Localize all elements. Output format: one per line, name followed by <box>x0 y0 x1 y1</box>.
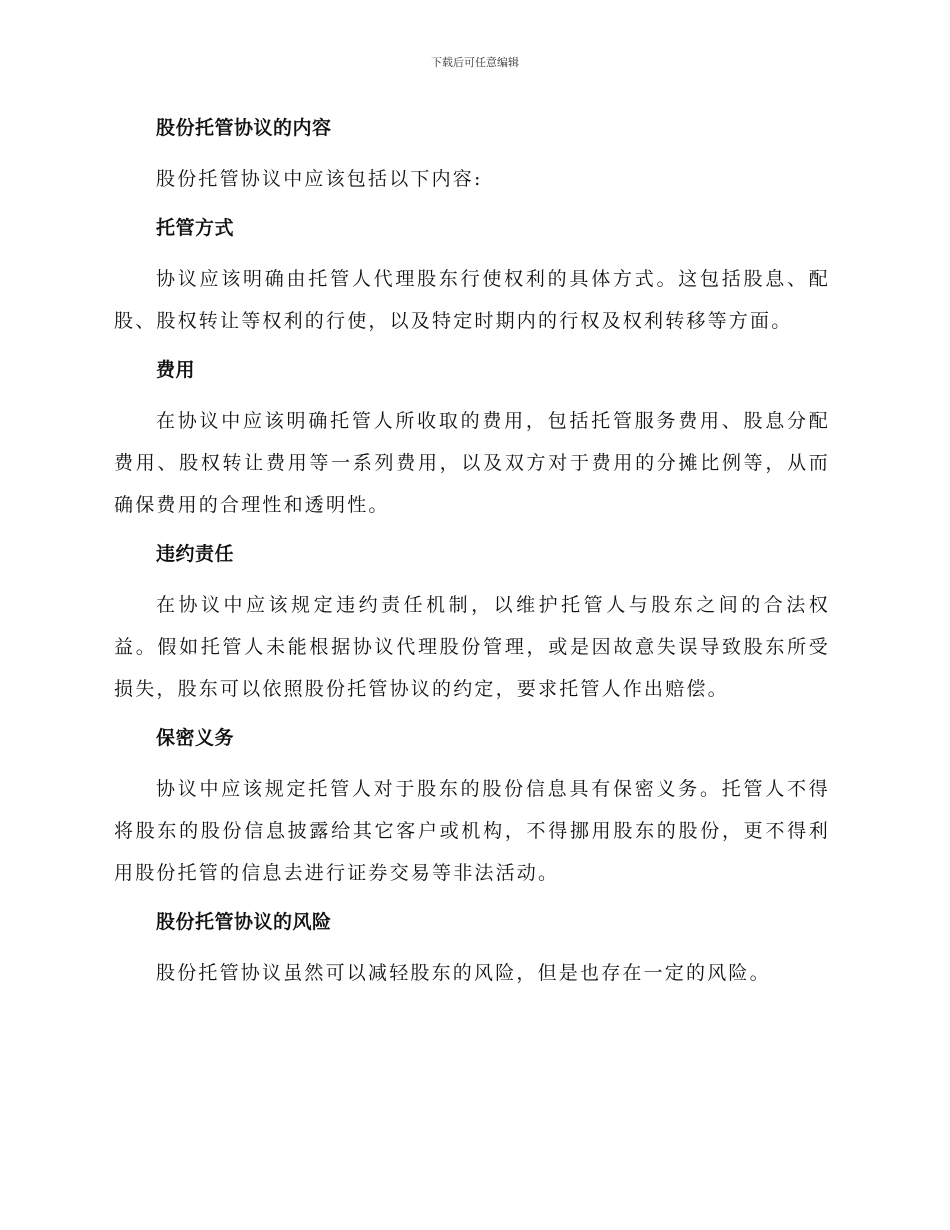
section-heading-confidentiality: 保密义务 <box>156 727 235 749</box>
section-heading-risks: 股份托管协议的风险 <box>156 911 332 933</box>
document-body <box>114 110 830 1004</box>
paragraph-confidentiality: 协议中应该规定托管人对于股东的股份信息具有保密义务。托管人不得将股东的股份信息披露给其它客户或机构，不得挪用股东的股份，更不得利用股份托管的信息去进行证券交易等非法活动。 <box>114 778 830 884</box>
paragraph-custody-method: 协议应该明确由托管人代理股东行使权利的具体方式。这包括股息、配股、股权转让等权利的行使，以及特定时期内的行权及权利转移等方面。 <box>114 268 830 332</box>
paragraph-risks: 股份托管协议虽然可以减轻股东的风险，但是也存在一定的风险。 <box>156 962 771 984</box>
section-heading-liability: 违约责任 <box>156 543 235 565</box>
paragraph-fees: 在协议中应该明确托管人所收取的费用，包括托管服务费用、股息分配费用、股权转让费用等一系列费用，以及双方对于费用的分摊比例等，从而确保费用的合理性和透明性。 <box>114 410 830 516</box>
section-heading-custody-method: 托管方式 <box>156 217 235 239</box>
paragraph-intro: 股份托管协议中应该包括以下内容: <box>156 168 483 190</box>
header-note: 下载后可任意编辑 <box>431 56 519 69</box>
paragraph-liability: 在协议中应该规定违约责任机制，以维护托管人与股东之间的合法权益。假如托管人未能根据协议代理股份管理，或是因故意失误导致股东所受损失，股东可以依照股份托管协议的约定，要求托管人作出赔偿。 <box>114 594 830 700</box>
section-heading-contents: 股份托管协议的内容 <box>156 117 332 139</box>
section-heading-fees: 费用 <box>156 359 196 381</box>
